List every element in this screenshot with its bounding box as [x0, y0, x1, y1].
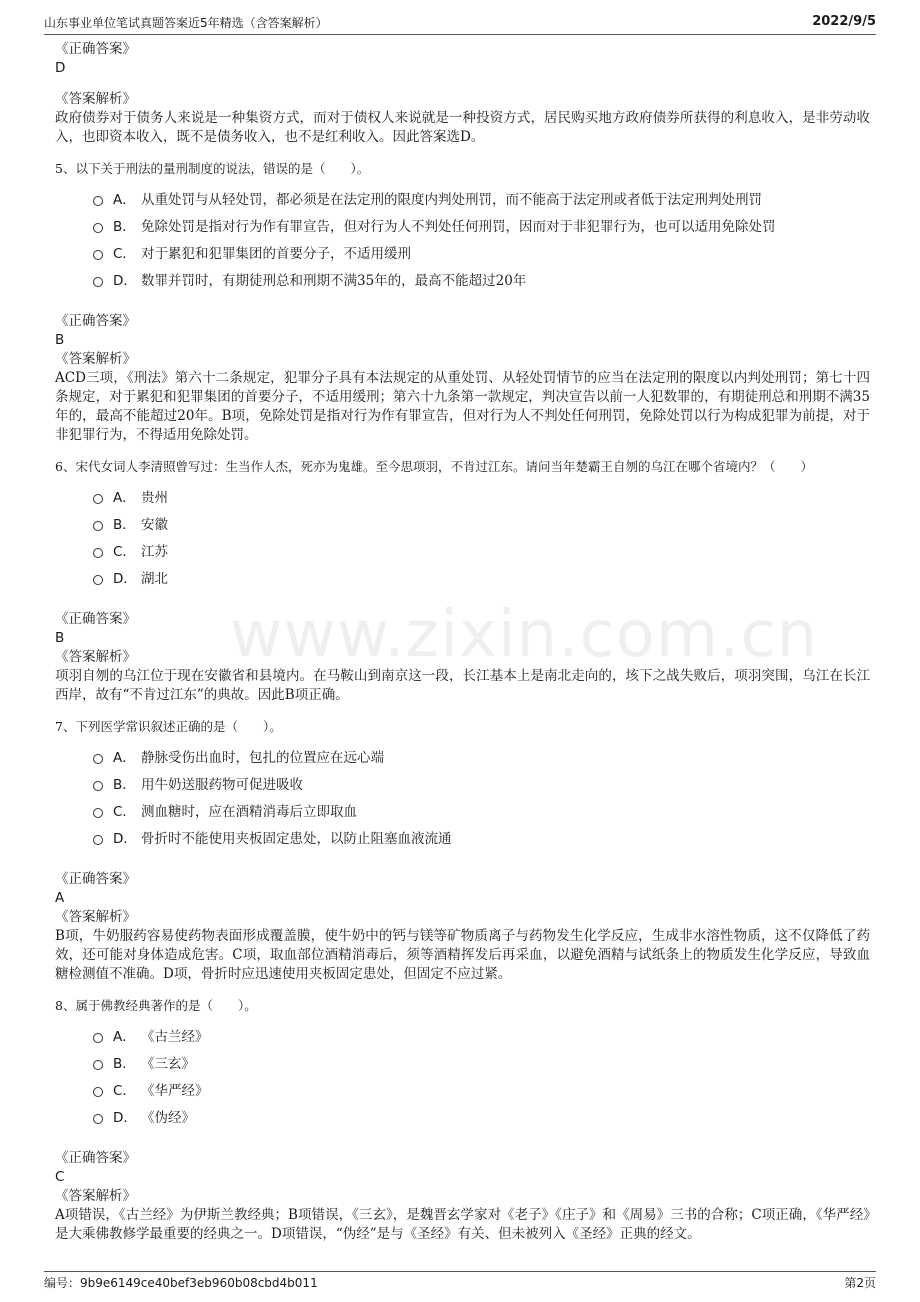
option-b[interactable]	[93, 769, 870, 796]
question-list	[55, 159, 870, 1244]
option-list	[93, 184, 870, 292]
analysis-text: ACD三项，《刑法》第六十二条规定，犯罪分子具有本法规定的从重处罚、从轻处罚情节的应当在法定刑的限度以内判处刑罚；第七十四条规定，对于累犯和犯罪集团的首要分子，不适用缓刑；第六十九条第一款规定，判决宣告以前一人犯数罪的，有期徒刑总和刑期不满35年的，最高不能超过20年。B项，免除处罚是指对行为作有罪宣告，但对行为人不判处任何刑罚，免除处罚以行为构成犯罪为前提，对于非犯罪行为，不得适用免除处罚。	[55, 370, 870, 443]
correct-answer-value: A	[55, 890, 65, 906]
page-header	[44, 12, 876, 35]
correct-answer-value: B	[55, 630, 65, 646]
option-a[interactable]	[93, 482, 870, 509]
question-block	[55, 159, 870, 445]
page-number: 第2页	[844, 1276, 876, 1290]
analysis-label: 《答案解析》	[55, 91, 136, 107]
option-c[interactable]	[93, 536, 870, 563]
option-text: 安徽	[141, 516, 168, 533]
correct-answer-label: 《正确答案》	[55, 611, 136, 627]
analysis-label: 《答案解析》	[55, 1188, 136, 1204]
option-text: 江苏	[141, 543, 168, 560]
option-letter: D．	[113, 1109, 137, 1126]
option-text: 湖北	[141, 570, 168, 587]
question-block	[55, 996, 870, 1244]
analysis-label: 《答案解析》	[55, 909, 136, 925]
radio-button-icon[interactable]	[93, 754, 103, 764]
document-title: 山东事业单位笔试真题答案近5年精选（含答案解析）	[44, 16, 328, 30]
question-stem: 5、以下关于刑法的量刑制度的说法，错误的是（ ）。	[55, 161, 370, 176]
analysis-label: 《答案解析》	[55, 351, 136, 367]
radio-button-icon[interactable]	[93, 277, 103, 287]
option-letter: D．	[113, 570, 137, 587]
correct-answer-value: C	[55, 1169, 65, 1185]
option-a[interactable]	[93, 184, 870, 211]
radio-button-icon[interactable]	[93, 1087, 103, 1097]
option-list	[93, 742, 870, 850]
page-footer	[44, 1271, 876, 1294]
option-b[interactable]	[93, 509, 870, 536]
option-letter: D．	[113, 272, 137, 289]
correct-answer-value: D	[55, 60, 66, 76]
option-b[interactable]	[93, 1048, 870, 1075]
option-text: 免除处罚是指对行为作有罪宣告，但对行为人不判处任何刑罚，因而对于非犯罪行为，也可以适用免除处罚	[141, 218, 776, 235]
option-letter: A．	[113, 489, 136, 506]
option-letter: A．	[113, 1028, 136, 1045]
question-stem: 6、宋代女词人李清照曾写过：生当作人杰，死亦为鬼雄。至今思项羽，不肯过江东。请问当年楚霸王自刎的乌江在哪个省境内？（ ）	[55, 459, 813, 474]
page-content	[55, 40, 870, 1244]
option-c[interactable]	[93, 238, 870, 265]
option-text: 《三玄》	[141, 1055, 195, 1072]
option-a[interactable]	[93, 742, 870, 769]
option-letter: C．	[113, 1082, 136, 1099]
radio-button-icon[interactable]	[93, 575, 103, 585]
option-letter: C．	[113, 245, 136, 262]
option-letter: A．	[113, 749, 136, 766]
analysis-text: 项羽自刎的乌江位于现在安徽省和县境内。在马鞍山到南京这一段，长江基本上是南北走向的，垓下之战失败后，项羽突围，乌江在长江西岸，故有“不肯过江东”的典故。因此B项正确。	[55, 668, 870, 703]
radio-button-icon[interactable]	[93, 548, 103, 558]
option-text: 数罪并罚时，有期徒刑总和刑期不满35年的，最高不能超过20年	[141, 272, 527, 289]
answer-block-q4	[55, 40, 870, 147]
option-letter: C．	[113, 543, 136, 560]
radio-button-icon[interactable]	[93, 1033, 103, 1043]
radio-button-icon[interactable]	[93, 494, 103, 504]
correct-answer-label: 《正确答案》	[55, 313, 136, 329]
option-b[interactable]	[93, 211, 870, 238]
option-c[interactable]	[93, 1075, 870, 1102]
correct-answer-label: 《正确答案》	[55, 1150, 136, 1166]
correct-answer-value: B	[55, 332, 65, 348]
option-d[interactable]	[93, 823, 870, 850]
question-stem: 8、属于佛教经典著作的是（ ）。	[55, 998, 257, 1013]
radio-button-icon[interactable]	[93, 808, 103, 818]
analysis-text: B项，牛奶服药容易使药物表面形成覆盖膜，使牛奶中的钙与镁等矿物质离子与药物发生化学反应，生成非水溶性物质，这不仅降低了药效，还可能对身体造成危害。C项，取血部位酒精消毒后，须等酒精挥发后再采血，以避免酒精与试纸条上的物质发生化学反应，导致血糖检测值不准确。D项，骨折时应迅速使用夹板固定患处，但固定不应过紧。	[55, 928, 870, 982]
question-block	[55, 717, 870, 984]
radio-button-icon[interactable]	[93, 1114, 103, 1124]
question-stem: 7、下列医学常识叙述正确的是（ ）。	[55, 719, 282, 734]
correct-answer-label: 《正确答案》	[55, 871, 136, 887]
option-letter: B．	[113, 1055, 136, 1072]
option-d[interactable]	[93, 563, 870, 590]
option-text: 贵州	[141, 489, 168, 506]
analysis-text: 政府债券对于债务人来说是一种集资方式，而对于债权人来说就是一种投资方式，居民购买地方政府债券所获得的利息收入，是非劳动收入，也即资本收入，既不是债务收入，也不是红利收入。因此答案选D。	[55, 110, 870, 145]
option-text: 静脉受伤出血时，包扎的位置应在远心端	[141, 749, 384, 766]
option-d[interactable]	[93, 1102, 870, 1129]
option-letter: B．	[113, 776, 136, 793]
document-date: 2022/9/5	[812, 14, 876, 29]
analysis-label: 《答案解析》	[55, 649, 136, 665]
option-letter: B．	[113, 218, 136, 235]
option-a[interactable]	[93, 1021, 870, 1048]
option-letter: A．	[113, 191, 136, 208]
option-d[interactable]	[93, 265, 870, 292]
radio-button-icon[interactable]	[93, 835, 103, 845]
option-letter: B．	[113, 516, 136, 533]
radio-button-icon[interactable]	[93, 196, 103, 206]
radio-button-icon[interactable]	[93, 521, 103, 531]
watermark: www.zixin.com.cn	[230, 598, 819, 672]
option-list	[93, 482, 870, 590]
option-text: 《古兰经》	[141, 1028, 209, 1045]
option-text: 测血糖时，应在酒精消毒后立即取血	[141, 803, 357, 820]
question-block	[55, 457, 870, 705]
radio-button-icon[interactable]	[93, 1060, 103, 1070]
analysis-text: A项错误，《古兰经》为伊斯兰教经典；B项错误，《三玄》，是魏晋玄学家对《老子》《庄子》和《周易》三书的合称；C项正确，《华严经》是大乘佛教修学最重要的经典之一。D项错误，“伪经”是与《圣经》有关、但未被列入《圣经》正典的经文。	[55, 1207, 870, 1242]
option-text: 《伪经》	[141, 1109, 195, 1126]
option-letter: C．	[113, 803, 136, 820]
option-text: 对于累犯和犯罪集团的首要分子，不适用缓刑	[141, 245, 411, 262]
option-list	[93, 1021, 870, 1129]
option-c[interactable]	[93, 796, 870, 823]
option-text: 骨折时不能使用夹板固定患处，以防止阻塞血液流通	[141, 830, 452, 847]
option-text: 《华严经》	[141, 1082, 209, 1099]
radio-button-icon[interactable]	[93, 781, 103, 791]
correct-answer-label: 《正确答案》	[55, 41, 136, 57]
option-letter: D．	[113, 830, 137, 847]
option-text: 用牛奶送服药物可促进吸收	[141, 776, 303, 793]
document-code: 编号：9b9e6149ce40bef3eb960b08cbd4b011	[44, 1276, 318, 1290]
option-text: 从重处罚与从轻处罚，都必须是在法定刑的限度内判处刑罚，而不能高于法定刑或者低于法定刑判处刑罚	[141, 191, 762, 208]
radio-button-icon[interactable]	[93, 223, 103, 233]
radio-button-icon[interactable]	[93, 250, 103, 260]
